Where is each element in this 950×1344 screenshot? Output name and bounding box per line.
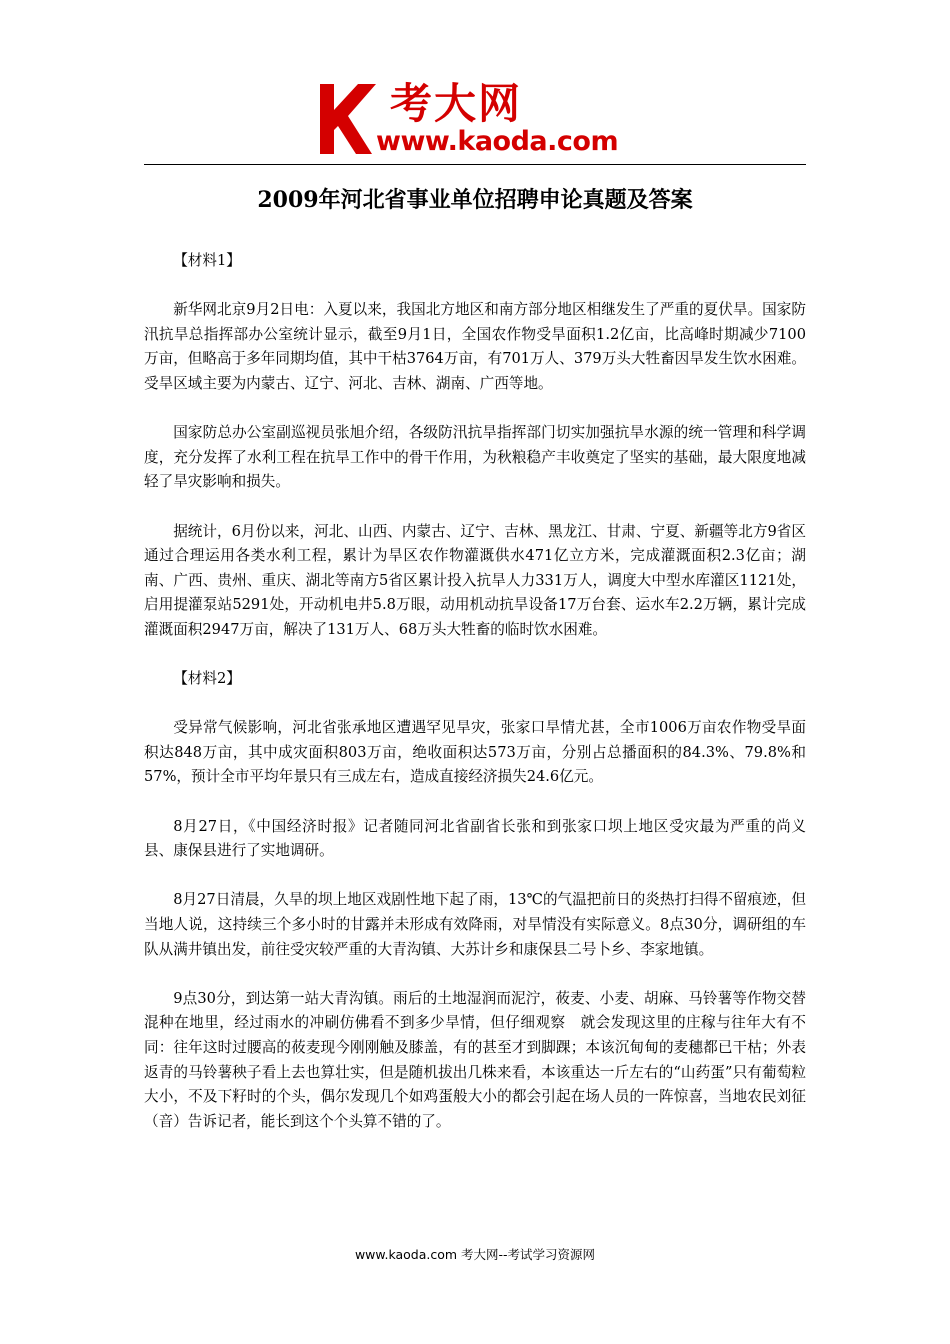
material-2-paragraph-4: 9点30分，到达第一站大青沟镇。雨后的土地湿润而泥泞，莜麦、小麦、胡麻、马铃薯等作物交替混种在地里，经过雨水的冲刷仿佛看不到多少旱情，但仔细观察 就会发现这里的庄稼与往年大有不同：往年这时过腰高的莜麦现今刚刚触及膝盖，有的甚至才到脚踝；本该沉甸甸的麦穗都已干枯；外表返青的马铃薯秧子看上去也算壮实，但是随机拔出几株来看，本该重达一斤左右的“山药蛋”只有葡萄粒大小，不及下籽时的个头，偶尔发现几个如鸡蛋般大小的都会引起在场人员的一阵惊喜，当地农民刘征（音）告诉记者，能长到这个个头算不错的了。 [144,989,806,1130]
document-title: 2009年河北省事业单位招聘申论真题及答案 [257,187,693,213]
document-body [144,249,806,1159]
material-1-paragraph-2: 国家防总办公室副巡视员张旭介绍，各级防汛抗旱指挥部门切实加强抗旱水源的统一管理和科学调度，充分发挥了水利工程在抗旱工作中的骨干作用，为秋粮稳产丰收奠定了坚实的基础，最大限度地减轻了旱灾影响和损失。 [144,424,806,491]
material-2-paragraph-2: 8月27日，《中国经济时报》记者随同河北省副省长张和到张家口坝上地区受灾最为严重的尚义县、康保县进行了实地调研。 [144,817,806,860]
logo-url-text: www.kaoda.com [376,126,619,157]
material-1-paragraph-3: 据统计，6月份以来，河北、山西、内蒙古、辽宁、吉林、黑龙江、甘肃、宁夏、新疆等北方9省区通过合理运用各类水利工程，累计为旱区农作物灌溉供水471亿立方米，完成灌溉面积2.3亿亩；湖南、广西、贵州、重庆、湖北等南方5省区累计投入抗旱人力331万人，调度大中型水库灌区1121处，启用提灌泵站5291处，开动机电井5.8万眼，动用机动抗旱设备17万台套、运水车2.2万辆，累计完成灌溉面积2947万亩，解决了131万人、68万头大牲畜的临时饮水困难。 [144,522,806,638]
header-divider [144,164,806,165]
kaoda-logo [318,80,638,158]
logo-chinese-text: 考大网 [390,79,523,128]
material-2-label: 【材料2】 [173,670,241,688]
material-1-paragraph-1: 新华网北京9月2日电：入夏以来，我国北方地区和南方部分地区相继发生了严重的夏伏旱。国家防汛抗旱总指挥部办公室统计显示，截至9月1日，全国农作物受旱面积1.2亿亩，比高峰时期减少7100万亩，但略高于多年同期均值，其中干枯3764万亩，有701万人、379万头大牲畜因旱发生饮水困难。受旱区域主要为内蒙古、辽宁、河北、吉林、湖南、广西等地。 [144,301,807,392]
material-2-paragraph-3: 8月27日清晨，久旱的坝上地区戏剧性地下起了雨，13℃的气温把前日的炎热打扫得不留痕迹，但当地人说，这持续三个多小时的甘露并未形成有效降雨，对旱情没有实际意义。8点30分，调研组的车队从满井镇出发，前往受灾较严重的大青沟镇、大苏计乡和康保县二号卜乡、李家地镇。 [144,891,806,958]
page-footer: www.kaoda.com 考大网--考试学习资源网 [354,1247,596,1262]
material-1-label: 【材料1】 [173,252,241,269]
material-2-paragraph-1: 受异常气候影响，河北省张承地区遭遇罕见旱灾，张家口旱情尤甚，全市1006万亩农作物受旱面积达848万亩，其中成灾面积803万亩，绝收面积达573万亩，分别占总播面积的84.3%、79.8%和57%，预计全市平均年景只有三成左右，造成直接经济损失24.6亿元。 [144,719,806,786]
